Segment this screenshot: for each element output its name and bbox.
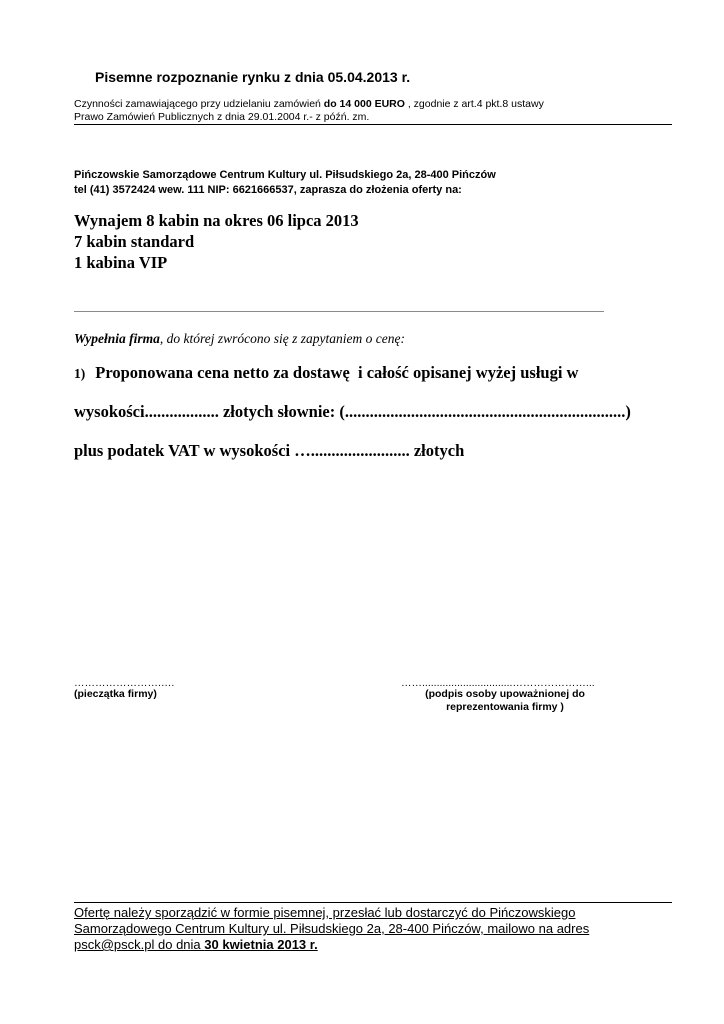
legal-basis-article: , zgodnie z art.4 pkt.8 ustawy (404, 98, 544, 110)
document-title: Pisemne rozpoznanie rynku z dnia 05.04.2013 r. (95, 69, 411, 85)
order-subject-line-2: 7 kabin standard (74, 232, 195, 251)
submission-email: psck@psck.pl do dnia (74, 937, 205, 952)
header-divider (74, 124, 672, 125)
fill-instruction (74, 331, 405, 347)
organization-address: Pińczowskie Samorządowe Centrum Kultury ul. Piłsudskiego 2a, 28-400 Pińczów (74, 169, 496, 181)
price-question-line-1 (74, 363, 578, 383)
submission-line-2: Samorządowego Centrum Kultury ul. Piłsudskiego 2a, 28-400 Pińczów, mailowo na adres (74, 921, 590, 936)
submission-line-3 (74, 937, 674, 953)
order-subject-line-3: 1 kabina VIP (74, 253, 168, 272)
vat-amount-field: plus podatek VAT w wysokości …........................ złotych (74, 441, 465, 460)
order-subject (74, 210, 359, 273)
threshold-amount: do 14 000 EURO (323, 98, 405, 110)
section-divider (74, 311, 604, 312)
signature-label (380, 688, 630, 714)
organization-contact: tel (41) 3572424 wew. 111 NIP: 6621666537, zaprasza do złożenia oferty na: (74, 184, 462, 196)
price-amount-field: wysokości.................. złotych słownie: (....................................................................) (74, 402, 631, 421)
signature-dotted-line: ……...............................…………………... (401, 677, 595, 689)
legal-basis-note (74, 98, 674, 124)
order-subject-line-1: Wynajem 8 kabin na okres 06 lipca 2013 (74, 211, 359, 230)
submission-instructions (74, 905, 674, 953)
stamp-label: (pieczątka firmy) (74, 688, 157, 700)
organization-info (74, 168, 496, 198)
price-question-text: Proponowana cena netto za dostawę i całość opisanej wyżej usługi w (95, 363, 579, 382)
signature-label-line-1: (podpis osoby upoważnionej do (425, 688, 585, 700)
footer-divider (74, 902, 672, 903)
submission-deadline: 30 kwietnia 2013 r. (204, 937, 318, 952)
signature-label-line-2: reprezentowania firmy ) (446, 701, 564, 713)
submission-line-1: Ofertę należy sporządzić w formie pisemnej, przesłać lub dostarczyć do Pińczowskiego (74, 905, 576, 920)
stamp-dotted-line: …………………….…. (74, 677, 175, 689)
question-number: 1) (74, 366, 86, 381)
fill-instruction-company: Wypełnia firma (74, 331, 160, 346)
legal-basis-text: Czynności zamawiającego przy udzielaniu zamówień (74, 98, 324, 110)
legal-basis-line-2: Prawo Zamówień Publicznych z dnia 29.01.2004 r.- z późń. zm. (74, 111, 370, 123)
legal-basis-line-1 (74, 98, 674, 111)
fill-instruction-text: , do której zwrócono się z zapytaniem o cenę: (159, 331, 405, 346)
